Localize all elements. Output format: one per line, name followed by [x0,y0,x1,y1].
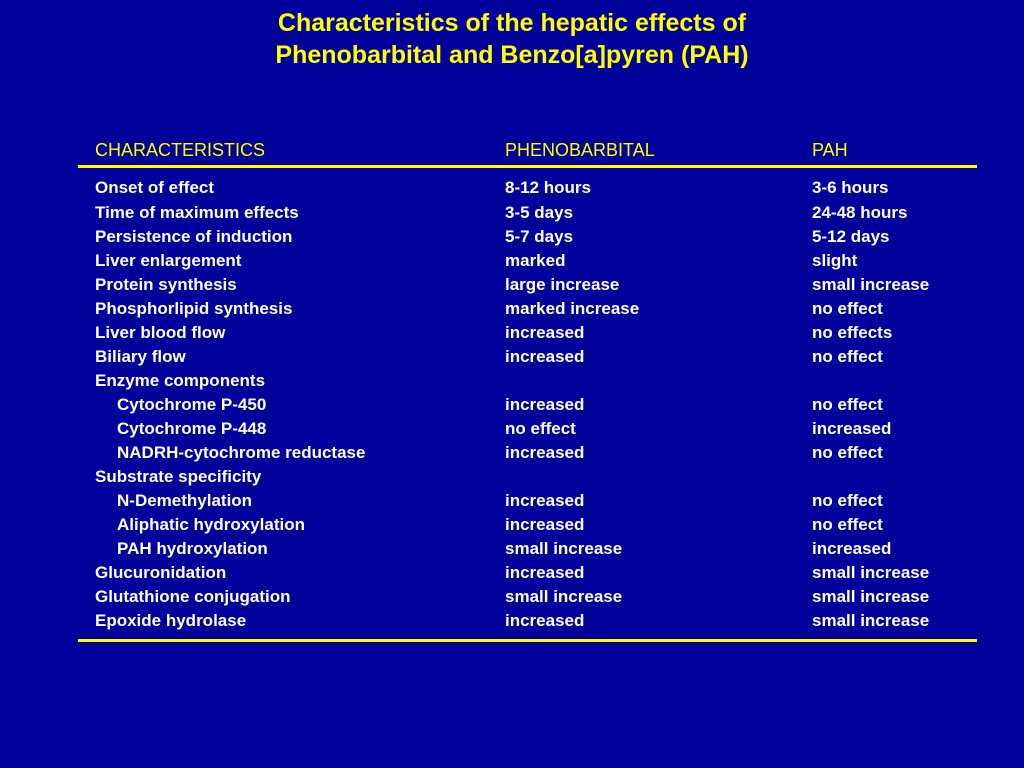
table-row [78,249,977,273]
cell-characteristic: Biliary flow [95,347,186,366]
footer-rule [78,639,977,642]
cell-characteristic: Epoxide hydrolase [95,611,247,630]
cell-phenobarbital: large increase [505,275,620,294]
table-row [78,537,977,561]
cell-characteristic: Persistence of induction [95,227,293,246]
cell-characteristic: Liver blood flow [95,323,226,342]
table-row [78,489,977,513]
cell-phenobarbital: increased [505,347,585,366]
cell-characteristic: Substrate specificity [95,467,262,486]
cell-characteristic: NADRH-cytochrome reductase [117,443,366,462]
cell-characteristic: N-Demethylation [117,491,253,510]
cell-phenobarbital: 8-12 hours [505,178,591,197]
cell-pah: no effect [812,443,883,462]
table-row [78,176,977,200]
cell-pah: no effect [812,395,883,414]
table-row [78,273,977,297]
cell-pah: small increase [812,563,930,582]
comparison-table [78,138,977,642]
title-line-2: Phenobarbital and Benzo[a]pyren (PAH) [275,41,749,69]
cell-characteristic: Cytochrome P-450 [117,395,267,414]
table-row [78,609,977,633]
cell-characteristic: Phosphorlipid synthesis [95,299,293,318]
table-row [78,345,977,369]
table-row [78,441,977,465]
table-row [78,465,977,489]
cell-phenobarbital: small increase [505,539,623,558]
cell-phenobarbital: increased [505,563,585,582]
slide-title [0,7,1024,71]
cell-phenobarbital: increased [505,491,585,510]
cell-pah: small increase [812,611,930,630]
cell-pah: no effects [812,323,893,342]
cell-characteristic: Glutathione conjugation [95,587,291,606]
table-row [78,297,977,321]
cell-phenobarbital: small increase [505,587,623,606]
cell-pah: no effect [812,491,883,510]
cell-pah: small increase [812,587,930,606]
cell-phenobarbital: increased [505,515,585,534]
table-row [78,585,977,609]
cell-phenobarbital: increased [505,323,585,342]
cell-pah: increased [812,539,892,558]
cell-phenobarbital: 3-5 days [505,203,574,222]
cell-characteristic: PAH hydroxylation [117,539,268,558]
cell-pah: no effect [812,299,883,318]
cell-phenobarbital: increased [505,395,585,414]
cell-characteristic: Onset of effect [95,178,215,197]
header-phenobarbital: PHENOBARBITAL [505,140,655,160]
cell-characteristic: Time of maximum effects [95,203,299,222]
table-body [78,168,977,639]
cell-pah: no effect [812,347,883,366]
table-header-row [78,138,977,165]
header-pah: PAH [812,140,848,160]
cell-pah: 24-48 hours [812,203,908,222]
table-row [78,321,977,345]
cell-characteristic: Cytochrome P-448 [117,419,267,438]
cell-characteristic: Glucuronidation [95,563,227,582]
cell-characteristic: Aliphatic hydroxylation [117,515,305,534]
table-row [78,200,977,225]
header-characteristics: CHARACTERISTICS [95,140,266,160]
cell-characteristic: Liver enlargement [95,251,242,270]
cell-characteristic: Enzyme components [95,371,266,390]
cell-characteristic: Protein synthesis [95,275,237,294]
cell-pah: 5-12 days [812,227,890,246]
table-row [78,393,977,417]
table-row [78,225,977,249]
cell-phenobarbital: increased [505,611,585,630]
cell-pah: no effect [812,515,883,534]
cell-pah: 3-6 hours [812,178,889,197]
cell-pah: slight [812,251,858,270]
cell-phenobarbital: no effect [505,419,576,438]
table-row [78,513,977,537]
table-row [78,369,977,393]
cell-phenobarbital: 5-7 days [505,227,574,246]
table-row [78,561,977,585]
title-line-1: Characteristics of the hepatic effects of [277,9,747,37]
cell-pah: small increase [812,275,930,294]
cell-phenobarbital: marked increase [505,299,640,318]
cell-pah: increased [812,419,892,438]
table-row [78,417,977,441]
cell-phenobarbital: increased [505,443,585,462]
cell-phenobarbital: marked [505,251,566,270]
